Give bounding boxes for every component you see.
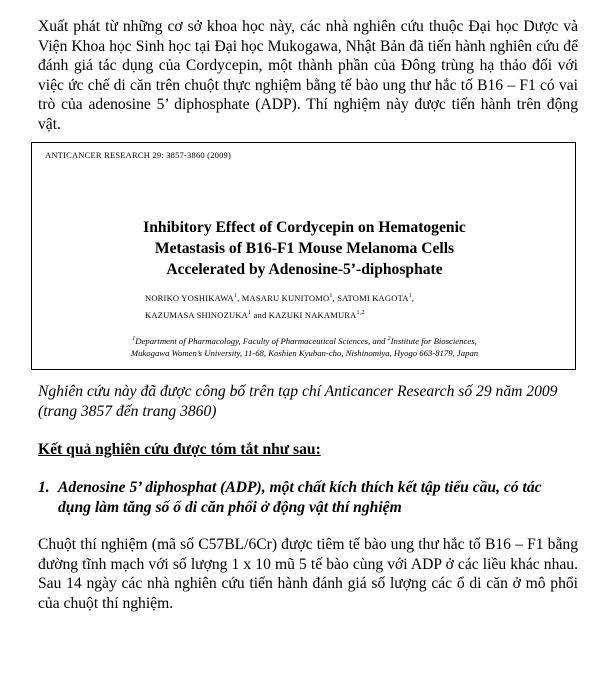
author-affiliation-mark: 1,2: [356, 309, 365, 316]
affiliation-address: Mukogawa Women’s University, 11-68, Koshien Kyuban-cho, Nishinomiya, Hyogo 663-8179, Japan: [130, 348, 479, 359]
author-name: KAZUKI NAKAMURA: [268, 309, 357, 320]
affiliation-text: Institute for Biosciences,: [390, 335, 477, 346]
paper-title-line: Accelerated by Adenosine-5’-diphosphate: [166, 261, 443, 278]
finding-number: 1.: [38, 479, 50, 496]
author-name: NORIKO YOSHIKAWA: [145, 292, 234, 303]
publication-note: Nghiên cứu này đã được công bố trên tạp chí Anticancer Research số 29 năm 2009 (trang 3857 đến trang 3860): [38, 383, 558, 420]
affiliation-mark: 1: [132, 336, 136, 342]
paper-header-excerpt: [31, 142, 576, 370]
intro-paragraph: Xuất phát từ những cơ sở khoa học này, các nhà nghiên cứu thuộc Đại học Dược và Viện Khoa học Sinh học tại Đại học Mukogawa, Nhật Bản đã tiến hành nghiên cứu để đánh giá tác dụng của Cordycepin, một thành phần của Đông trùng hạ thảo đối với việc ức chế di căn trên chuột thực nghiệm bằng tế bào ung thư hắc tố B16 – F1 có vai trò của adenosine 5’ diphosphate (ADP). Thí nghiệm này được tiến hành trên động vật.: [38, 18, 578, 133]
author-affiliation-mark: 1: [248, 309, 252, 316]
finding-item: [38, 478, 578, 517]
affiliation-text: Department of Pharmacology, Faculty of Pharmaceutical Sciences, and: [135, 335, 386, 346]
paper-title: [32, 217, 577, 280]
author-name: MASARU KUNITOMO: [241, 292, 330, 303]
author-affiliation: [32, 333, 577, 360]
paper-authors: NORIKO YOSHIKAWA$^1$, MASARU KUNITOMO$^1$, SATOMI KAGOTA$^1$, KAZUMASA SHINOZUKA$^1$ and KAZUKI NAKAMURA$^{1,2}$: [145, 292, 415, 320]
summary-heading: Kết quả nghiên cứu được tóm tắt như sau:: [38, 441, 321, 458]
affiliation-mark: 2: [387, 336, 391, 342]
and-word: and: [253, 309, 267, 320]
body-paragraph: Chuột thí nghiệm (mã số C57BL/6Cr) được tiêm tế bào ung thư hắc tố B16 – F1 bằng đường tĩnh mạch với số lượng 1 x 10 mũ 5 tế bào cùng với ADP ở các liều khác nhau. Sau 14 ngày các nhà nghiên cứu tiến hành đánh giá số lượng các ổ di căn ở mô phổi của chuột thí nghiệm.: [38, 536, 578, 612]
paper-title-line: Inhibitory Effect of Cordycepin on Hematogenic: [143, 219, 466, 236]
journal-reference: ANTICANCER RESEARCH 29: 3857-3860 (2009): [45, 150, 232, 160]
author-name: KAZUMASA SHINOZUKA: [145, 309, 249, 320]
author-affiliation-mark: 1: [408, 293, 412, 299]
author-name: SATOMI KAGOTA: [337, 292, 409, 303]
finding-text: Adenosine 5’ diphosphat (ADP), một chất kích thích kết tập tiểu cầu, có tác dụng làm tăng số ổ di căn phổi ở động vật thí nghiệm: [58, 479, 542, 516]
author-affiliation-mark: 1: [233, 293, 238, 299]
author-affiliation-mark: 1: [329, 293, 333, 299]
paper-title-line: Metastasis of B16-F1 Mouse Melanoma Cells: [154, 240, 455, 257]
